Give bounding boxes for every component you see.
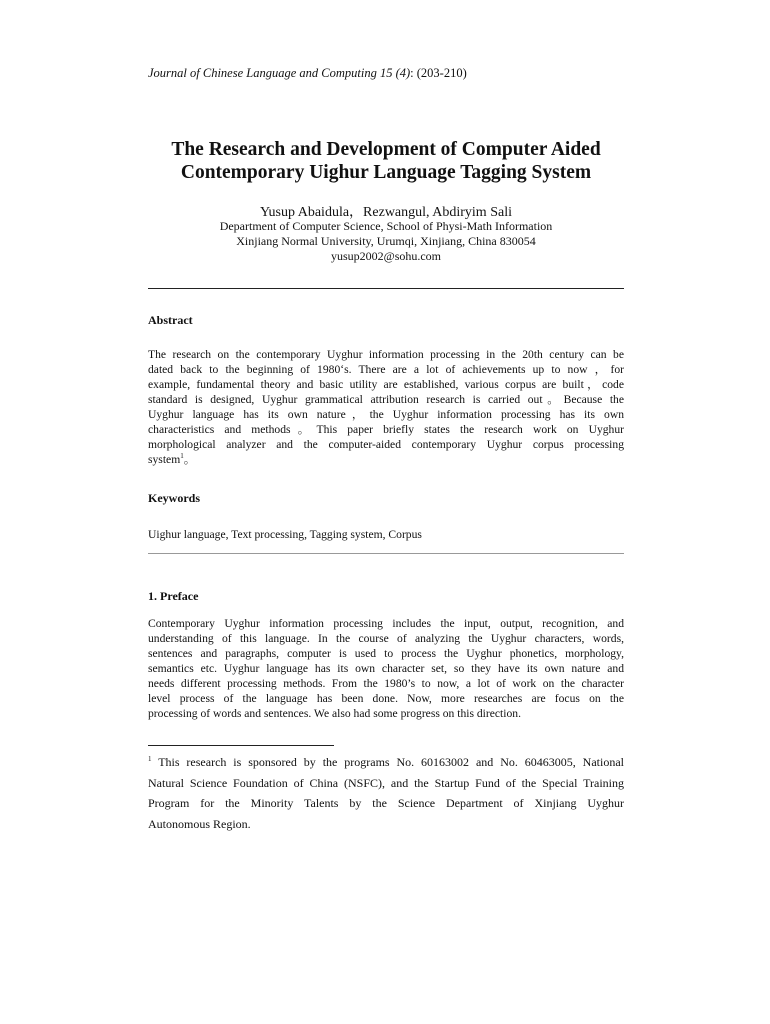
footnote-line: Natural Science Foundation of China (NSFC), and the Startup Fund of the Special Training — [148, 775, 624, 790]
abstract-line: Uyghur language has its own nature，the Uyghur information processing has its own — [148, 408, 624, 421]
preface-body — [148, 616, 624, 721]
title-line-2: Contemporary Uighur Language Tagging System — [180, 162, 592, 183]
preface-line: understanding of this language. In the course of analyzing the Uyghur characters, words, — [148, 632, 624, 645]
journal-header — [148, 66, 467, 81]
keywords-heading: Keywords — [148, 491, 200, 505]
journal-pages: : (203-210) — [410, 66, 467, 80]
abstract-last-text: system — [148, 453, 181, 466]
keywords-divider — [148, 553, 624, 554]
abstract-line: morphological analyzer and the computer-aided contemporary Uyghur corpus processing — [148, 438, 624, 451]
abstract-line: dated back to the beginning of 1980‘s. There are a lot of achievements up to now ，for — [148, 363, 624, 376]
preface-line: processing of words and sentences. We also had some progress on this direction. — [148, 707, 521, 720]
keywords-body — [148, 527, 624, 542]
abstract-last-line — [148, 452, 624, 467]
header-divider — [148, 288, 624, 289]
footnote-mark: 1 — [148, 755, 152, 763]
affiliation-line-1: Department of Computer Science, School of Physi-Math Information — [219, 219, 553, 233]
keywords-text: Uighur language, Text processing, Tagging system, Corpus — [148, 528, 422, 541]
footnote-reference-mark: 1 — [180, 452, 184, 461]
footnote-line-text: This research is sponsored by the programs No. 60163002 and No. 60463005, National — [151, 755, 624, 769]
footnote-divider — [148, 745, 334, 746]
title-line-1: The Research and Development of Computer Aided — [171, 139, 601, 160]
footnote-line: Program for the Minority Talents by the Science Department of Xinjiang Uyghur — [148, 796, 624, 810]
abstract-heading: Abstract — [148, 313, 193, 327]
author-email: yusup2002@sohu.com — [330, 249, 442, 263]
affiliation — [148, 219, 624, 264]
abstract-line: standard is designed, Uyghur grammatical attribution research is carried out。Because the — [148, 393, 624, 406]
affiliation-line-2: Xinjiang Normal University, Urumqi, Xinjiang, China 830054 — [236, 234, 536, 248]
preface-heading: 1. Preface — [148, 589, 199, 603]
author-list: Yusup Abaidula，Rezwangul, Abdiryim Sali — [260, 205, 512, 220]
footnote-line — [148, 752, 624, 773]
journal-name: Journal of Chinese Language and Computing 15 (4) — [148, 66, 411, 80]
preface-line: needs different processing methods. From the 1980’s to now, a lot of work on the character — [148, 677, 624, 690]
footnote — [148, 752, 624, 834]
abstract-line: example, fundamental theory and basic utility are established, various corpus are built，code — [148, 378, 624, 391]
preface-line: level process of the language has been done. Now, more researches are focus on the — [148, 692, 624, 705]
preface-line: sentences and paragraphs, computer is used to process the Uyghur phonetics, morphology, — [148, 647, 624, 660]
preface-line: Contemporary Uyghur information processing includes the input, output, recognition, and — [148, 617, 624, 630]
footnote-line: Autonomous Region. — [148, 816, 251, 831]
abstract-last-punct: 。 — [183, 453, 196, 466]
abstract-line: characteristics and methods。This paper briefly states the research work on Uyghur — [148, 423, 624, 436]
paper-title — [148, 138, 624, 184]
preface-line: semantics etc. Uyghur language has its own character set, so they have its own nature and — [148, 662, 624, 675]
abstract-line: The research on the contemporary Uyghur information processing in the 20th century can be — [148, 348, 624, 361]
abstract-body — [148, 347, 624, 467]
